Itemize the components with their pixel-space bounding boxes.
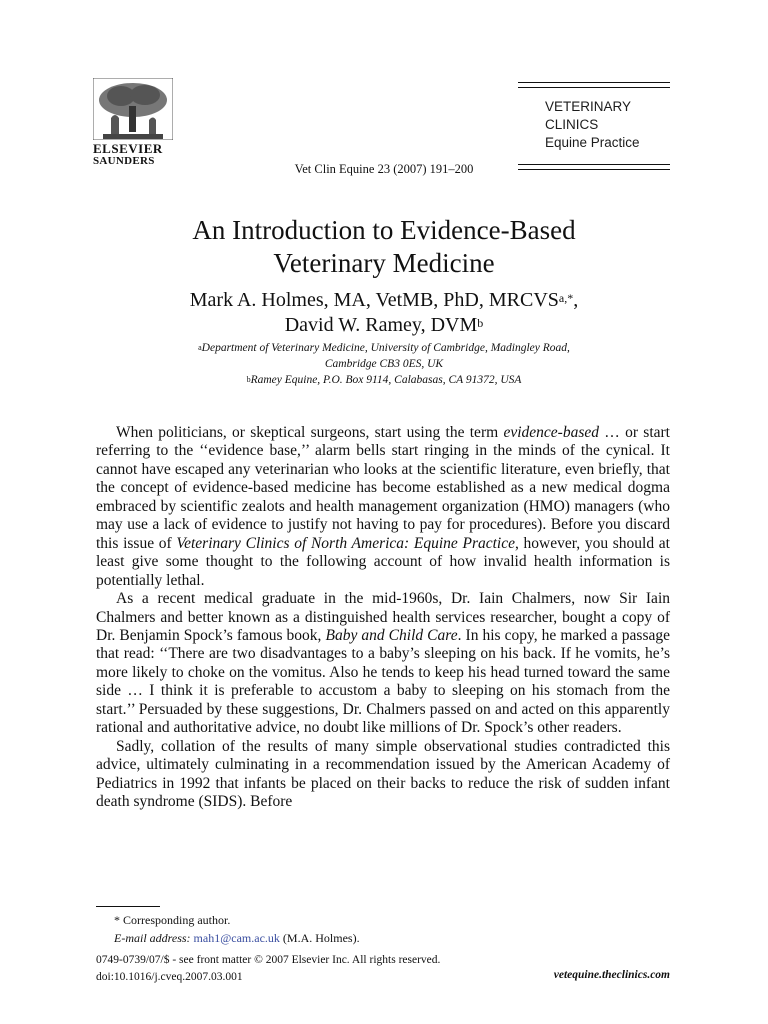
affiliation-a: $^a$Department of Veterinary Medicine, University of Cambridge, Madingley Road,: [198, 342, 570, 354]
footnotes: [96, 911, 360, 947]
brand-line-1: VETERINARY: [545, 99, 632, 114]
doi-line: doi:10.1016/j.cveq.2007.03.001: [96, 971, 243, 983]
publisher-name: ELSEVIER: [93, 141, 163, 156]
brand-rule-top: [518, 82, 670, 88]
email-link[interactable]: mah1@cam.ac.uk: [193, 931, 280, 945]
author-1: Mark A. Holmes, MA, VetMB, PhD, $MRCVS^{a,*}$,: [189, 289, 579, 311]
brand-line-2: CLINICS: [545, 117, 599, 132]
tree-engraving-icon: [93, 78, 173, 140]
journal-website[interactable]: vetequine.theclinics.com: [553, 969, 670, 981]
publisher-imprint: SAUNDERS: [93, 155, 155, 167]
publisher-logo: [93, 78, 175, 167]
author-2: David W. Ramey, DVM$^b$: [284, 314, 484, 336]
footnote-rule: [96, 906, 160, 907]
brand-rule-bottom: [518, 164, 670, 170]
affiliation-b: $^b$Ramey Equine, P.O. Box 9114, Calabasas, CA 91372, USA: [246, 374, 522, 386]
issn-line: 0749-0739/07/$ - see front matter © 2007 Elsevier Inc. All rights reserved.: [96, 954, 441, 966]
paragraph-1: When politicians, or skeptical surgeons, start using the term evidence-based … or start referring to the ‘‘evidence base,’’ alarm bells start ringing in the minds of the cynical. It cannot have escaped any veterinarian who looks at the scientific literature, even briefly, that the concept of evidence-based medicine has become established as a new medical dogma embraced by scientific zealots and health management organization (HMO) managers (who may use a lack of evidence to justify not having to pay for procedures). Before you discard this issue of Veterinary Clinics of North America: Equine Practice, however, you should at least give some thought to the following account of how invalid health information is potentially lethal.: [96, 424, 670, 589]
article-body: [96, 424, 670, 812]
affiliations: $^a$Department of Veterinary Medicine, University of Cambridge, Madingley Road, Cambridge CB3 0ES, UK $^b$Ramey Equine, P.O. Box 9114, Calabasas, CA 91372, USA: [0, 340, 768, 388]
footer-copyright: [96, 952, 440, 986]
article-title: An Introduction to Evidence-Based Veterinary Medicine: [192, 215, 576, 278]
journal-citation: Vet Clin Equine 23 (2007) 191–200: [294, 162, 474, 176]
journal-brand: [545, 98, 640, 152]
email-note: E-mail address: mah1@cam.ac.uk (M.A. Holmes).: [114, 931, 360, 945]
paragraph-3: Sadly, collation of the results of many simple observational studies contradicted this advice, ultimately culminating in a recommendation issued by the American Academy of Pediatrics in 1992 that infants be placed on their backs to reduce the risk of sudden infant death syndrome (SIDS). Before: [96, 737, 670, 811]
paragraph-2: As a recent medical graduate in the mid-1960s, Dr. Iain Chalmers, now Sir Iain Chalmers and better known as a distinguished health services researcher, bought a copy of Dr. Benjamin Spock’s famous book, Baby and Child Care. In his copy, he marked a passage that read: ‘‘There are two disadvantages to a baby’s sleeping on his back. If he vomits, he’s more likely to choke on the vomitus. Also he tends to keep his head turned toward the same side … I think it is preferable to accustom a baby to sleeping on his stomach from the start.’’ Persuaded by these suggestions, Dr. Chalmers passed on and acted on this apparently rational and authoritative advice, no doubt like millions of Dr. Spock’s other readers.: [96, 590, 670, 737]
author-list: [0, 288, 768, 338]
corresponding-author-note: * Corresponding author.: [114, 913, 231, 927]
brand-line-3: Equine Practice: [545, 135, 640, 150]
